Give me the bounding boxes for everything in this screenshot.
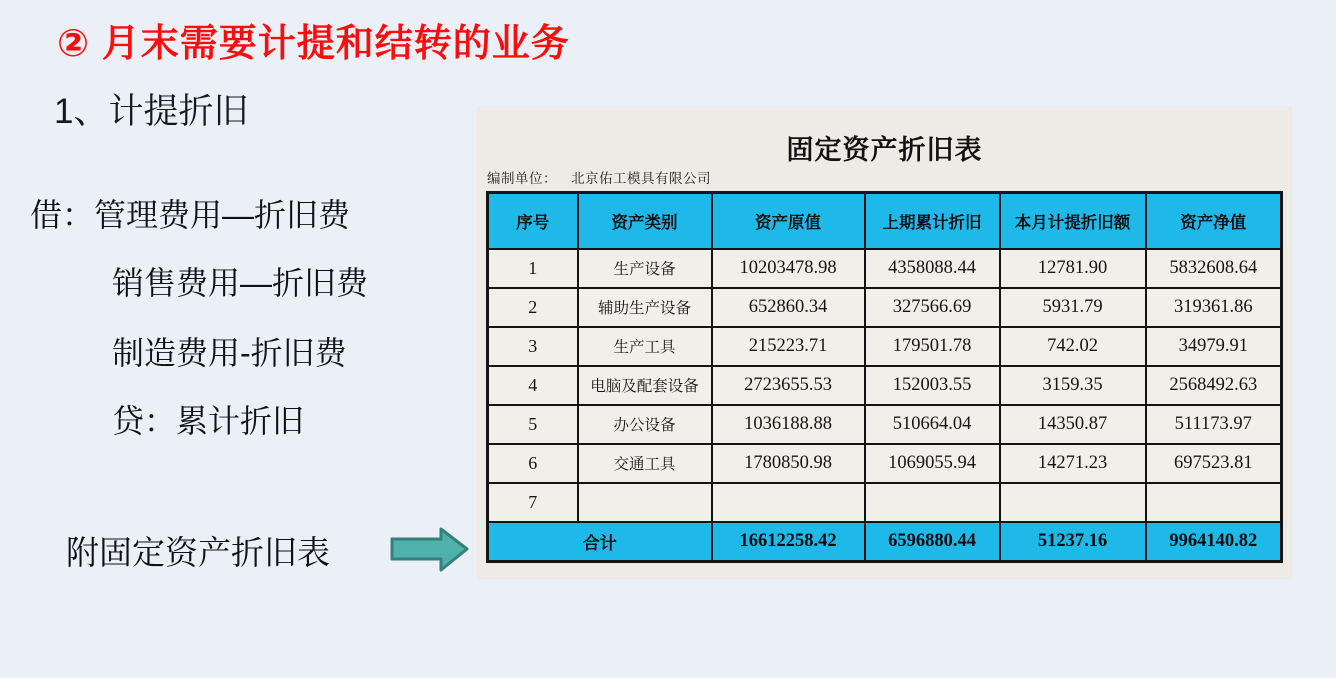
cell-original-value: 2723655.53	[712, 366, 865, 405]
section-subtitle: 1、计提折旧	[54, 92, 249, 131]
cell-net-value	[1146, 483, 1282, 522]
table-row	[488, 249, 1282, 288]
total-prior-accum: 6596880.44	[865, 522, 1000, 562]
cell-original-value: 652860.34	[712, 288, 865, 327]
cell-net-value: 697523.81	[1146, 444, 1282, 483]
table-row	[488, 444, 1282, 483]
cell-prior-accum	[865, 483, 1000, 522]
cell-original-value: 1036188.88	[712, 405, 865, 444]
prepared-by-label: 编制单位：	[487, 171, 557, 186]
cell-index: 4	[488, 366, 578, 405]
cell-index: 1	[488, 249, 578, 288]
cell-prior-accum: 152003.55	[865, 366, 1000, 405]
cell-current-month: 742.02	[1000, 327, 1146, 366]
cell-category: 办公设备	[578, 405, 712, 444]
table-total-row	[488, 522, 1282, 562]
table-row	[488, 327, 1282, 366]
cell-original-value: 1780850.98	[712, 444, 865, 483]
cell-category: 辅助生产设备	[578, 288, 712, 327]
cell-current-month: 14271.23	[1000, 444, 1146, 483]
page-title: ② 月末需要计提和结转的业务	[57, 23, 570, 65]
cell-index: 3	[488, 327, 578, 366]
cell-net-value: 34979.91	[1146, 327, 1282, 366]
prepared-by-line	[487, 167, 711, 187]
table-header-row	[488, 193, 1282, 249]
table-row	[488, 366, 1282, 405]
cell-index: 2	[488, 288, 578, 327]
col-header-current-month: 本月计提折旧额	[1000, 193, 1146, 249]
cell-index: 5	[488, 405, 578, 444]
col-header-original-value: 资产原值	[712, 193, 865, 249]
cell-net-value: 511173.97	[1146, 405, 1282, 444]
cell-category	[578, 483, 712, 522]
cell-original-value: 215223.71	[712, 327, 865, 366]
table-row-empty	[488, 483, 1282, 522]
cell-index: 7	[488, 483, 578, 522]
cell-current-month: 14350.87	[1000, 405, 1146, 444]
cell-original-value: 10203478.98	[712, 249, 865, 288]
cell-current-month: 12781.90	[1000, 249, 1146, 288]
cell-category: 交通工具	[578, 444, 712, 483]
cell-net-value: 319361.86	[1146, 288, 1282, 327]
cell-current-month: 3159.35	[1000, 366, 1146, 405]
company-name: 北京佑工模具有限公司	[571, 171, 711, 186]
table-title: 固定资产折旧表	[786, 135, 983, 165]
right-block-arrow-icon	[389, 526, 471, 574]
cell-index: 6	[488, 444, 578, 483]
cell-original-value	[712, 483, 865, 522]
cell-category: 电脑及配套设备	[578, 366, 712, 405]
col-header-prior-accum: 上期累计折旧	[865, 193, 1000, 249]
cell-prior-accum: 327566.69	[865, 288, 1000, 327]
cell-prior-accum: 179501.78	[865, 327, 1000, 366]
total-original-value: 16612258.42	[712, 522, 865, 562]
depreciation-table-photo	[478, 107, 1291, 578]
cell-category: 生产工具	[578, 327, 712, 366]
cell-prior-accum: 4358088.44	[865, 249, 1000, 288]
cell-prior-accum: 1069055.94	[865, 444, 1000, 483]
total-net-value: 9964140.82	[1146, 522, 1282, 562]
journal-debit-line-3: 制造费用-折旧费	[112, 335, 347, 371]
total-label: 合计	[488, 522, 712, 562]
total-current-month: 51237.16	[1000, 522, 1146, 562]
table-row	[488, 405, 1282, 444]
cell-current-month: 5931.79	[1000, 288, 1146, 327]
journal-credit-line: 贷：累计折旧	[112, 403, 305, 439]
cell-net-value: 5832608.64	[1146, 249, 1282, 288]
col-header-category: 资产类别	[578, 193, 712, 249]
attachment-note: 附固定资产折旧表	[66, 534, 330, 571]
cell-category: 生产设备	[578, 249, 712, 288]
col-header-net-value: 资产净值	[1146, 193, 1282, 249]
cell-prior-accum: 510664.04	[865, 405, 1000, 444]
col-header-index: 序号	[488, 193, 578, 249]
fixed-asset-depreciation-table	[486, 191, 1283, 563]
cell-current-month	[1000, 483, 1146, 522]
journal-debit-line-2: 销售费用—折旧费	[112, 265, 369, 301]
journal-debit-line-1: 借：管理费用—折旧费	[30, 197, 351, 233]
table-row	[488, 288, 1282, 327]
cell-net-value: 2568492.63	[1146, 366, 1282, 405]
